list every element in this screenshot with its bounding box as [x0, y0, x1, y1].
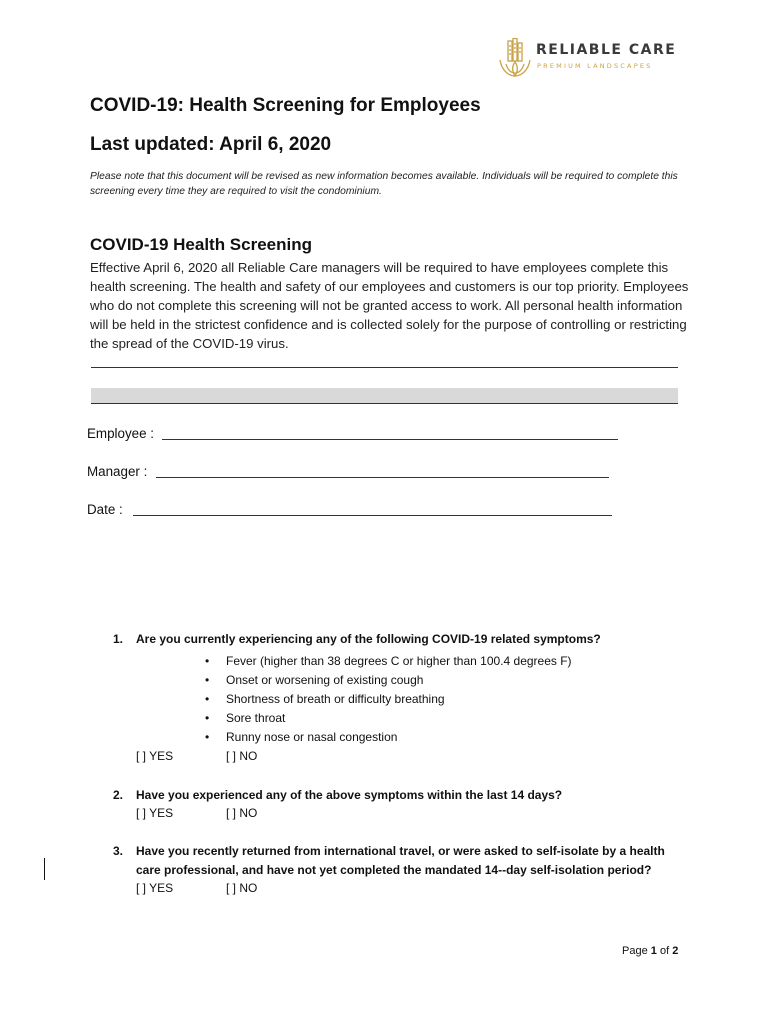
- total-pages: 2: [672, 945, 679, 957]
- section-heading: COVID-19 Health Screening: [90, 235, 313, 254]
- divider-line: [91, 403, 678, 404]
- q1-yes-checkbox[interactable]: [ ] YES: [136, 749, 174, 763]
- q1-no-checkbox[interactable]: [ ] NO: [226, 749, 258, 763]
- brand-name: RELIABLE CARE: [536, 42, 677, 58]
- employee-field[interactable]: [87, 426, 154, 441]
- of-word: of: [659, 945, 670, 957]
- q2-no-checkbox[interactable]: [ ] NO: [226, 806, 258, 820]
- question-2-text: Have you experienced any of the above symptoms within the last 14 days?: [136, 788, 563, 802]
- manager-input-line[interactable]: [156, 477, 609, 478]
- employee-label: Employee :: [87, 426, 154, 441]
- question-2-number: 2.: [113, 788, 124, 802]
- date-input-line[interactable]: [133, 515, 612, 516]
- company-logo: [496, 38, 676, 80]
- q3-yes-checkbox[interactable]: [ ] YES: [136, 881, 174, 895]
- shaded-divider-band: [91, 388, 678, 403]
- brand-tagline: PREMIUM LANDSCAPES: [537, 62, 653, 70]
- symptom-item: • Sore throat: [205, 711, 286, 725]
- q2-yes-checkbox[interactable]: [ ] YES: [136, 806, 174, 820]
- date-field[interactable]: [87, 502, 123, 517]
- question-3-text-line-1: Have you recently returned from international travel, or were asked to self-isolate by a health: [136, 844, 665, 858]
- building-lotus-logo-icon: [496, 38, 532, 80]
- revision-note: Please note that this document will be revised as new information becomes available. Individuals will be required to complete this screening every time they are required to visit the condominium.: [90, 171, 678, 197]
- current-page: 1: [650, 945, 657, 957]
- symptom-item: • Fever (higher than 38 degrees C or higher than 100.4 degrees F): [205, 654, 572, 668]
- question-1-text: Are you currently experiencing any of the following COVID-19 related symptoms?: [136, 632, 601, 646]
- date-label: Date :: [87, 502, 123, 517]
- document-title: COVID-19: Health Screening for Employees: [90, 95, 481, 116]
- employee-input-line[interactable]: [162, 439, 618, 440]
- last-updated-heading: Last updated: April 6, 2020: [90, 134, 332, 155]
- question-3-number: 3.: [113, 844, 124, 858]
- manager-label: Manager :: [87, 464, 148, 479]
- text-cursor: [44, 858, 45, 880]
- intro-paragraph: Effective April 6, 2020 all Reliable Care managers will be required to have employees complete this health screening. The health and safety of our employees and customers is our top priority. Employees who do not complete this screening will not be granted access to work. All personal health information will be held in the strictest confidence and is collected solely for the purpose of controlling or restricting the spread of the COVID-19 virus.: [90, 260, 689, 351]
- q3-no-checkbox[interactable]: [ ] NO: [226, 881, 258, 895]
- symptom-item: • Runny nose or nasal congestion: [205, 730, 398, 744]
- question-3-text-line-2: care professional, and have not yet completed the mandated 14--day self-isolation period?: [136, 863, 652, 877]
- page-indicator: [622, 945, 678, 957]
- page-word: Page: [622, 945, 648, 957]
- divider-line: [91, 367, 678, 368]
- symptom-item: • Shortness of breath or difficulty breathing: [205, 692, 445, 706]
- symptom-item: • Onset or worsening of existing cough: [205, 673, 424, 687]
- question-1-number: 1.: [113, 632, 124, 646]
- manager-field[interactable]: [87, 464, 147, 479]
